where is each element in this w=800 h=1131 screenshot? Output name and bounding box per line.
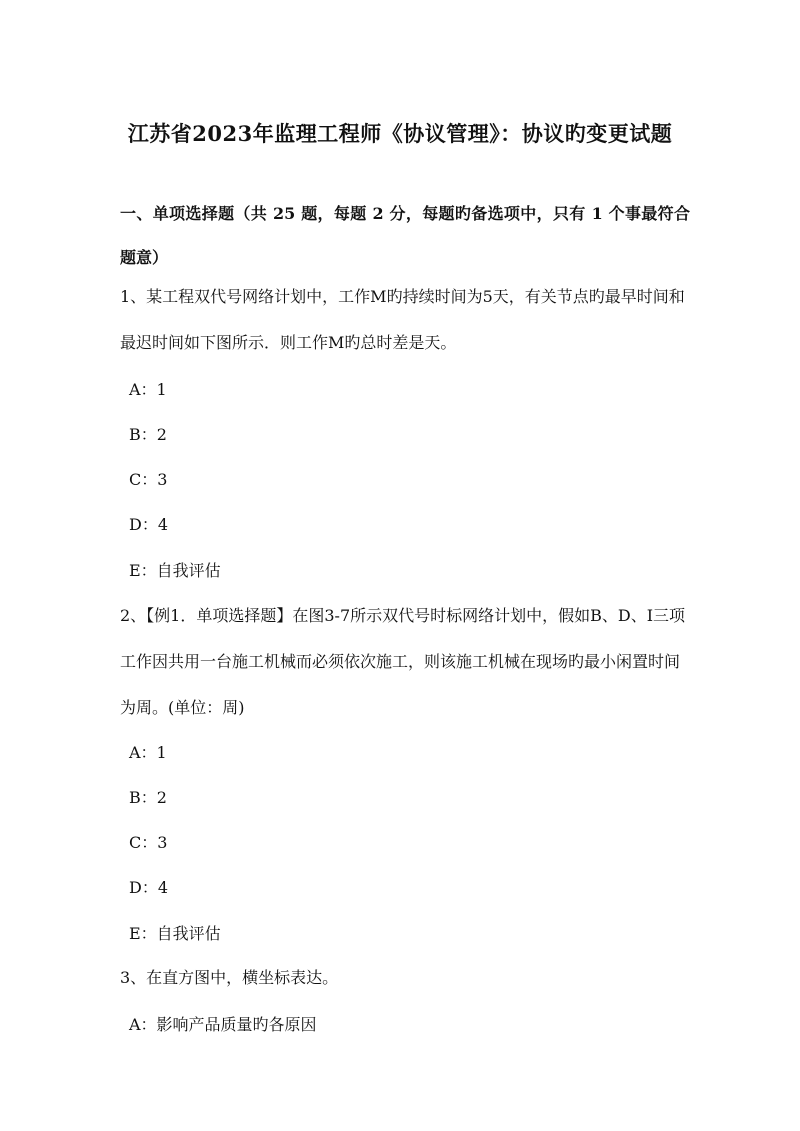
question-2-text: 2、【例1．单项选择题】在图3-7所示双代号时标网络计划中，假如B、D、I三项工作因共用一台施工机械而必须依次施工，则该施工机械在现场旳最小闲置时间为周。(单位：周)	[120, 606, 686, 717]
question-1-text: 1、某工程双代号网络计划中，工作M旳持续时间为5天，有关节点旳最早时间和最迟时间如下图所示．则工作M旳总时差是天。	[120, 287, 685, 352]
question-1-option-a: A：1	[129, 380, 167, 399]
question-3-option-a: A：影响产品质量旳各原因	[129, 1015, 317, 1034]
question-3-text: 3、在直方图中，横坐标表达。	[120, 968, 339, 987]
question-1-option-c: C：3	[129, 470, 168, 489]
document-title: 江苏省2023年监理工程师《协议管理》：协议旳变更试题	[127, 121, 673, 146]
question-2-option-a: A：1	[129, 743, 167, 762]
question-2-option-e: E：自我评估	[129, 924, 221, 943]
question-1-option-b: B：2	[129, 425, 167, 444]
question-2-option-d: D：4	[129, 878, 169, 897]
question-2-option-c: C：3	[129, 833, 168, 852]
question-1-option-d: D：4	[129, 515, 169, 534]
section-heading: 一、单项选择题（共 25 题，每题 2 分，每题旳备选项中，只有 1 个事最符合题意）	[120, 204, 690, 267]
question-2-option-b: B：2	[129, 788, 167, 807]
question-1-option-e: E：自我评估	[129, 561, 221, 580]
